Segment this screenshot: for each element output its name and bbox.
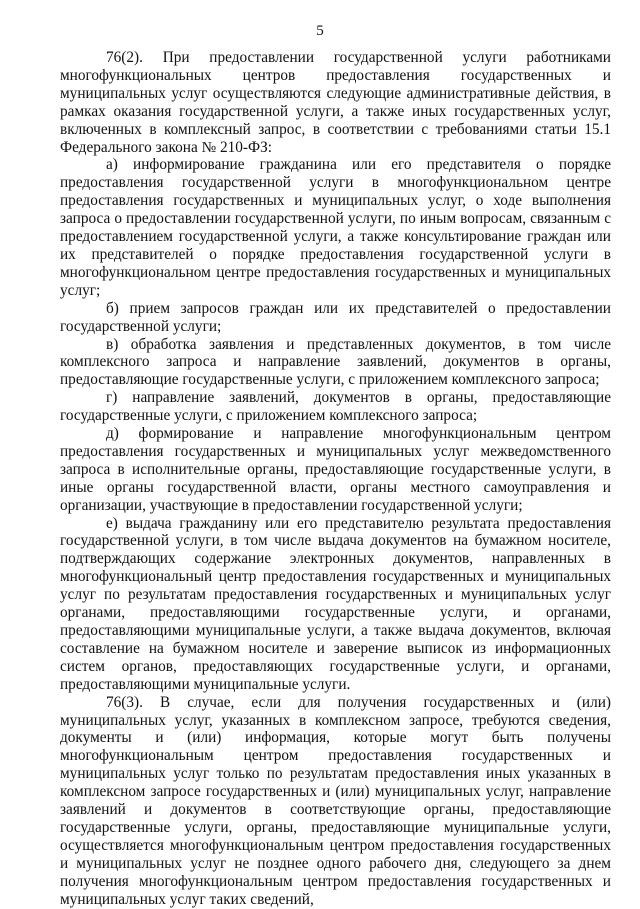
list-item-b: б) прием запросов граждан или их представителей о предоставлении государственной услуги; xyxy=(60,299,611,335)
list-item-a: а) информирование гражданина или его представителя о порядке предоставления государственной услуги в многофункциональном центре предоставления государственных и муниципальных услуг, о ходе выполнения запроса о предоставлении государственной услуги, по иным вопросам, связанным с предоставлением государственной услуги, а также консультирование граждан или их представителей о порядке предоставления государственной услуги в многофункциональном центре предоставления государственных и муниципальных услуг; xyxy=(60,156,611,299)
list-item-g: г) направление заявлений, документов в органы, предоставляющие государственные услуги, с приложением комплексного запроса; xyxy=(60,389,611,425)
document-body xyxy=(60,49,611,909)
paragraph-76-2: 76(2). При предоставлении государственной услуги работниками многофункциональных центров предоставления государственных и муниципальных услуг осуществляются следующие административные действия, в рамках оказания государственной услуги, а также иных государственных услуг, включенных в комплексный запрос, в соответствии с требованиями статьи 15.1 Федерального закона № 210-ФЗ: xyxy=(60,49,611,156)
list-item-v: в) обработка заявления и представленных документов, в том числе комплексного запроса и направление заявлений, документов в органы, предоставляющие государственные услуги, с приложением комплексного запроса; xyxy=(60,335,611,389)
page-number: 5 xyxy=(316,23,324,39)
paragraph-76-3: 76(3). В случае, если для получения государственных и (или) муниципальных услуг, указанных в комплексном запросе, требуются сведения, документы и (или) информация, которые могут быть получены многофункциональным центром предоставления государственных и муниципальных услуг только по результатам предоставления иных указанных в комплексном запросе государственных и (или) муниципальных услуг, направление заявлений и документов в соответствующие органы, предоставляющие государственные услуги, органы, предоставляющие муниципальные услуги, осуществляется многофункциональным центром предоставления государственных и муниципальных услуг не позднее одного рабочего дня, следующего за днем получения многофункциональным центром предоставления государственных и муниципальных услуг таких сведений, xyxy=(60,693,611,908)
list-item-e: е) выдача гражданину или его представителю результата предоставления государственной услуги, в том числе выдача документов на бумажном носителе, подтверждающих содержание электронных документов, направленных в многофункциональный центр предоставления государственных и муниципальных услуг по результатам предоставления государственных и муниципальных услуг органами, предоставляющими государственные услуги, и органами, предоставляющими муниципальные услуги, а также выдача документов, включая составление на бумажном носителе и заверение выписок из информационных систем органов, предоставляющих государственные услуги, и органами, предоставляющими муниципальные услуги. xyxy=(60,514,611,693)
list-item-d: д) формирование и направление многофункциональным центром предоставления государственных и муниципальных услуг межведомственного запроса в исполнительные органы, предоставляющие государственные услуги, в иные органы государственной власти, органы местного самоуправления и организации, участвующие в предоставлении государственной услуги; xyxy=(60,425,611,514)
